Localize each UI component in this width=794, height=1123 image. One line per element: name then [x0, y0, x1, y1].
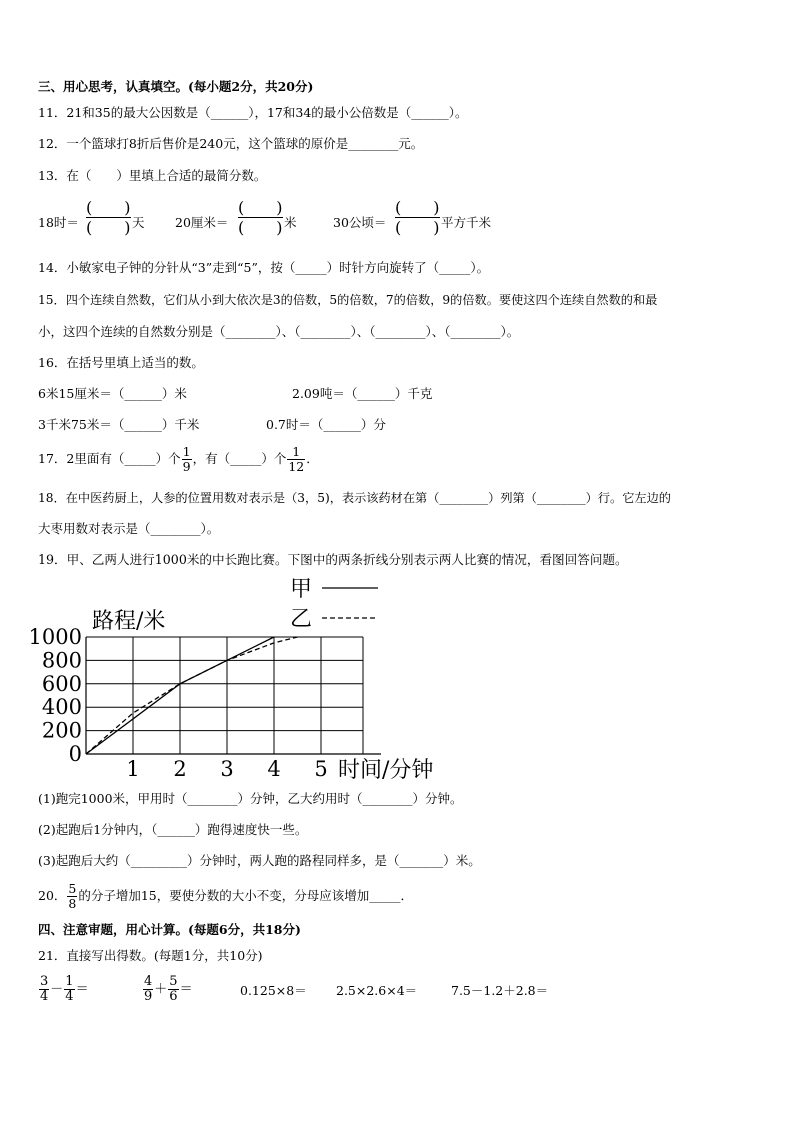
q13-item-3-fraction	[395, 199, 440, 236]
q21-expr-2-a-num: 4	[144, 974, 153, 989]
q13-item-2-den: ( )	[238, 218, 283, 237]
q17-fraction-2-num: 1	[287, 445, 305, 460]
y-axis-title: 路程/米	[92, 609, 166, 634]
x-axis-title: 时间/分钟	[338, 758, 434, 783]
section-4-title: 四、注意审题，用心计算。(每题6分，共18分)	[38, 922, 301, 937]
y-tick-label-200: 200	[41, 718, 82, 743]
q21-expr-1-b-num: 1	[65, 974, 74, 989]
q13-item-3-den: ( )	[395, 218, 440, 237]
q21-expr-1-frac-b	[64, 975, 74, 1004]
question-13: 13．在（ ）里填上合适的最简分数。	[38, 168, 267, 183]
q17-part-2: ，有（_____）个	[192, 451, 287, 466]
q13-item-1-prefix: 18时＝	[38, 215, 79, 230]
q21-expr-1-a-den: 4	[40, 989, 49, 1004]
q13-item-1-fraction	[86, 199, 131, 236]
race-line-chart	[28, 572, 454, 783]
q20-prefix: 20．	[38, 888, 67, 903]
q17-part-3: ．	[306, 451, 319, 466]
legend-label-jia: 甲	[290, 577, 313, 602]
question-16-a: 6米15厘米＝（______）米	[38, 386, 187, 401]
q13-item-3-prefix: 30公顷＝	[333, 215, 387, 230]
x-tick-label-2: 2	[173, 757, 187, 781]
question-19-1: (1)跑完1000米，甲用时（________）分钟，乙大约用时（________）分钟。	[38, 791, 463, 806]
question-18-line-2: 大枣用数对表示是（________）。	[38, 521, 220, 536]
y-tick-label-400: 400	[41, 695, 82, 720]
q21-expr-1-a-num: 3	[40, 974, 49, 989]
chart-grid	[86, 637, 363, 754]
question-19: 19．甲、乙两人进行1000米的中长跑比赛。下图中的两条折线分别表示两人比赛的情况，看图回答问题。	[38, 552, 628, 567]
series-line-yi	[86, 637, 298, 754]
question-16: 16．在括号里填上适当的数。	[38, 355, 204, 370]
question-16-d: 0.7时＝（______）分	[266, 417, 386, 432]
x-tick-label-5: 5	[314, 757, 328, 781]
q21-expr-2-eq: ＝	[179, 982, 193, 997]
question-20	[38, 879, 413, 913]
q17-fraction-2-den: 12	[288, 459, 305, 474]
q17-fraction-1-num: 1	[182, 444, 191, 459]
q21-expr-1-b-den: 4	[65, 989, 74, 1004]
question-14: 14．小敏家电子钟的分针从“3”走到“5”，按（_____）时针方向旋转了（_____）。	[38, 260, 490, 275]
question-17	[38, 441, 319, 477]
q13-item-3-num: ( )	[395, 198, 440, 217]
q21-expr-5: 7.5－1.2＋2.8＝	[451, 983, 549, 998]
question-19-3: (3)起跑后大约（_________）分钟时，两人跑的路程同样多，是（_______）米。	[38, 853, 481, 868]
question-19-2: (2)起跑后1分钟内，（______）跑得速度快一些。	[38, 822, 308, 837]
q21-expr-1-frac-a	[39, 975, 49, 1004]
x-tick-label-4: 4	[267, 757, 281, 781]
q20-text: 的分子增加15，要使分数的大小不变，分母应该增加_____．	[78, 888, 414, 903]
q13-item-2-num: ( )	[238, 198, 283, 217]
question-18-line-1: 18．在中医药厨上，人参的位置用数对表示是（3，5)，表示该药材在第（________）列第（________）行。它左边的	[38, 491, 671, 505]
chart-axes	[86, 637, 381, 754]
question-21: 21．直接写出得数。(每题1分，共10分)	[38, 948, 263, 963]
q21-expr-2-frac-a	[143, 975, 153, 1004]
y-tick-label-0: 0	[68, 742, 82, 766]
q21-expr-1-eq: ＝	[75, 982, 89, 997]
q21-expr-2-b-den: 6	[169, 989, 178, 1004]
q13-item-1-den: ( )	[86, 218, 131, 237]
section-3-title: 三、用心思考，认真填空。(每小题2分，共20分)	[38, 79, 314, 94]
q13-item-2-unit: 米	[284, 215, 297, 230]
q20-fraction-num: 5	[68, 881, 77, 896]
q21-expr-1	[38, 970, 89, 1010]
chart-series	[86, 637, 298, 754]
chart-legend	[290, 577, 378, 632]
chart-labels	[29, 609, 434, 783]
y-tick-label-800: 800	[41, 648, 82, 673]
q20-fraction-den: 8	[68, 896, 77, 911]
q17-fraction-1	[182, 445, 192, 474]
y-tick-label-600: 600	[41, 671, 82, 696]
q13-item-3-unit: 平方千米	[441, 215, 492, 230]
q21-expr-2-b-num: 5	[169, 974, 178, 989]
q20-fraction	[67, 882, 77, 911]
q21-expr-2	[142, 970, 193, 1010]
q17-fraction-1-den: 9	[182, 459, 191, 474]
q21-expr-1-op: －	[50, 982, 64, 997]
question-15-line-2: 小，这四个连续的自然数分别是（________）、（________）、（________）、（________）。	[38, 324, 520, 339]
q13-item-1-num: ( )	[86, 198, 131, 217]
q13-item-2-fraction	[238, 199, 283, 236]
question-16-c: 3千米75米＝（______）千米	[38, 417, 200, 432]
q13-item-1-unit: 天	[132, 215, 145, 230]
q21-expr-3: 0.125×8＝	[240, 983, 307, 998]
y-tick-label-1000: 1000	[28, 625, 82, 649]
q21-expr-2-a-den: 9	[144, 989, 153, 1004]
q21-expr-2-op: ＋	[154, 982, 168, 997]
x-tick-label-1: 1	[126, 757, 140, 781]
legend-label-yi: 乙	[290, 607, 313, 632]
q21-expr-2-frac-b	[168, 975, 178, 1004]
question-11: 11．21和35的最大公因数是（______），17和34的最小公倍数是（______）。	[38, 105, 468, 120]
question-12: 12．一个篮球打8折后售价是240元，这个篮球的原价是________元。	[38, 136, 424, 151]
q13-item-2-prefix: 20厘米＝	[175, 215, 229, 230]
q21-expr-4: 2.5×2.6×4＝	[336, 983, 418, 998]
question-13-items	[0, 199, 794, 245]
x-tick-label-3: 3	[220, 757, 234, 781]
q17-fraction-2	[287, 445, 305, 474]
q17-part-1: 17．2里面有（_____）个	[38, 451, 181, 466]
question-16-b: 2.09吨＝（______）千克	[292, 386, 433, 401]
question-15-line-1: 15．四个连续自然数，它们从小到大依次是3的倍数，5的倍数，7的倍数，9的倍数。要使这四个连续自然数的和最	[38, 293, 658, 307]
